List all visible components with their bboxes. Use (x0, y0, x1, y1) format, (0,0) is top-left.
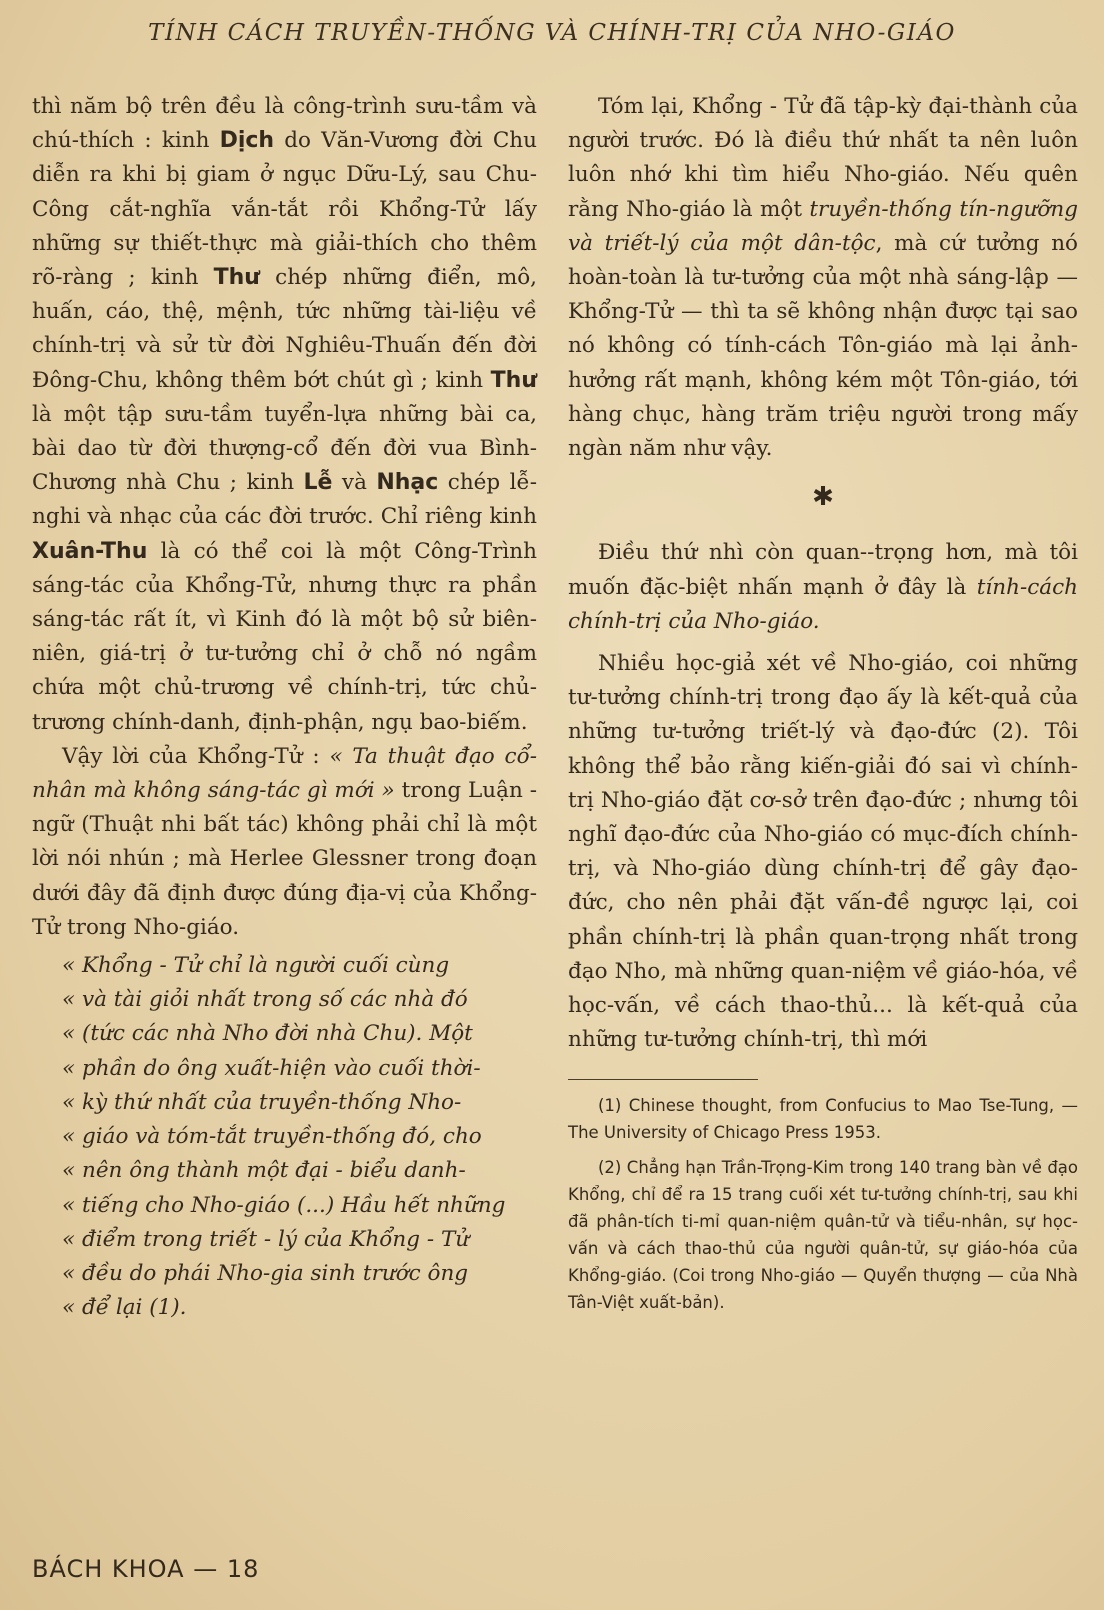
text-run: và (332, 470, 377, 496)
block-quote (32, 949, 537, 1325)
right-column (568, 90, 1078, 1324)
footnote-2: (2) Chẳng hạn Trần-Trọng-Kim trong 140 trang bàn về đạo Khổng, chỉ để ra 15 trang cuối xét tư-tưởng chính-trị, sau khi đã phân-tích ti-mỉ quan-niệm quân-tử và tiểu-nhân, sự học-vấn và cách thao-thủ của người quân-tử, sự giáo-hóa của Khổng-giáo. (Coi trong Nho-giáo — Quyển thượng — của Nhà Tân-Việt xuất-bản). (568, 1158, 1078, 1313)
quote-line: « Khổng - Tử chỉ là người cuối cùng (62, 953, 450, 979)
text-run: , mà cứ tưởng nó hoàn-toàn là tư-tưởng của một nhà sáng-lập — Khổng-Tử — thì ta sẽ không nhận được tại sao nó không có tính-cách Tôn-giáo mà lại ảnh-hưởng rất mạnh, không kém một Tôn-giáo, tới hàng chục, hàng trăm triệu người trong mấy ngàn năm như vậy. (568, 230, 1078, 462)
book-name: Xuân-Thu (32, 538, 148, 564)
page-footer: BÁCH KHOA — 18 (32, 1555, 260, 1583)
text-run: Vậy lời của Khổng-Tử : (62, 743, 330, 769)
quote-line: « để lại (1). (62, 1295, 187, 1321)
text-run: Điều thứ nhì còn quan--trọng hơn, mà tôi muốn đặc-biệt nhấn mạnh ở đây là (568, 540, 1078, 600)
book-name: Thư (490, 367, 537, 393)
text-run: trong Luận - ngữ (Thuật nhi bất tác) không phải chỉ là một lời nói nhún ; mà Herlee Glessner trong đoạn dưới đây đã định được đúng địa-vị của Khổng-Tử trong Nho-giáo. (32, 778, 537, 940)
running-head: TÍNH CÁCH TRUYỀN-THỐNG VÀ CHÍNH-TRỊ CỦA NHO-GIÁO (148, 20, 956, 46)
quote-line: « kỳ thứ nhất của truyền-thống Nho- (62, 1089, 462, 1115)
paragraph (568, 90, 1078, 466)
text-run: là có thể coi là một Công-Trình sáng-tác của Khổng-Tử, nhưng thực ra phần sáng-tác rất ít, vì Kinh đó là một bộ sử biên-niên, giá-trị ở tư-tưởng chỉ ở chỗ nó ngầm chứa một chủ-trương về chính-trị, tức chủ-trương chính-danh, định-phận, ngụ bao-biếm. (32, 538, 537, 735)
section-ornament: ✱ (812, 482, 834, 513)
quote-line: « đều do phái Nho-gia sinh trước ông (62, 1260, 469, 1286)
quote-line: « tiếng cho Nho-giáo (...) Hầu hết những (62, 1192, 506, 1218)
paragraph (32, 90, 537, 740)
paragraph: Nhiều học-giả xét về Nho-giáo, coi những tư-tưởng chính-trị trong đạo ấy là kết-quả của những tư-tưởng triết-lý và đạo-đức (2). Tôi không thể bảo rằng kiến-giải đó sai vì chính-trị Nho-giáo đặt cơ-sở trên đạo-đức ; nhưng tôi nghĩ đạo-đức của Nho-giáo có mục-đích chính-trị, và Nho-giáo dùng chính-trị để gây đạo-đức, cho nên phải đặt vấn-đề ngược lại, coi phần chính-trị là phần quan-trọng nhất trong đạo Nho, mà những quan-niệm về giáo-hóa, về học-vấn, về cách thao-thủ... là kết-quả của những tư-tưởng chính-trị, thì mới (568, 651, 1078, 1053)
book-name: Lễ (303, 470, 333, 496)
text-run: Tóm lại, Khổng - Tử đã tập-kỳ đại-thành của người trước. Đó là điều thứ nhất ta nên luôn luôn nhớ khi tìm hiểu Nho-giáo. Nếu quên rằng Nho-giáo là một (568, 94, 1078, 222)
paragraph (32, 740, 537, 945)
quote-line: « (tức các nhà Nho đời nhà Chu). Một (62, 1021, 473, 1047)
text-run: chép những điển, mô, huấn, cáo, thệ, mệnh, tức những tài-liệu về chính-trị và sử từ đời Nghiêu-Thuấn đến đời Đông-Chu, không thêm bớt chút gì ; kinh (32, 265, 537, 393)
italic-phrase: truyền-thống tín-ngưỡng và triết-lý của một dân-tộc (568, 196, 1078, 256)
italic-quote: « Ta thuật đạo cổ-nhân mà không sáng-tác gì mới » (32, 743, 538, 804)
quote-line: « điểm trong triết - lý của Khổng - Tử (62, 1226, 470, 1252)
quote-line: « và tài giỏi nhất trong số các nhà đó (62, 987, 468, 1013)
left-column (32, 90, 537, 1325)
text-run: là một tập sưu-tầm tuyển-lựa những bài ca, bài dao từ đời thượng-cổ đến đời vua Bình-Chương nhà Chu ; kinh (32, 401, 537, 496)
book-name: Nhạc (376, 470, 439, 496)
text-run: do Văn-Vương đời Chu diễn ra khi bị giam ở ngục Dữu-Lý, sau Chu-Công cắt-nghĩa vắn-tắt rồi Khổng-Tử lấy những sự thiết-thực mà giải-thích cho thêm rõ-ràng ; kinh (32, 128, 537, 291)
footnote-1: (1) Chinese thought, from Confucius to Mao Tse-Tung, — The University of Chicago Press 1953. (568, 1096, 1078, 1143)
italic-phrase: tính-cách chính-trị của Nho-giáo. (568, 574, 1078, 634)
text-run: chép lễ-nghi và nhạc của các đời trước. Chỉ riêng kinh (32, 470, 537, 530)
footnote-divider (568, 1079, 758, 1080)
paragraph (568, 536, 1078, 639)
quote-line: « giáo và tóm-tắt truyền-thống đó, cho (62, 1124, 482, 1150)
text-run: thì năm bộ trên đều là công-trình sưu-tầm và chú-thích : kinh (32, 94, 537, 154)
book-name: Dịch (219, 128, 275, 154)
book-name: Thư (213, 265, 260, 291)
quote-line: « phần do ông xuất-hiện vào cuối thời- (62, 1055, 481, 1081)
quote-line: « nên ông thành một đại - biểu danh- (62, 1158, 466, 1184)
